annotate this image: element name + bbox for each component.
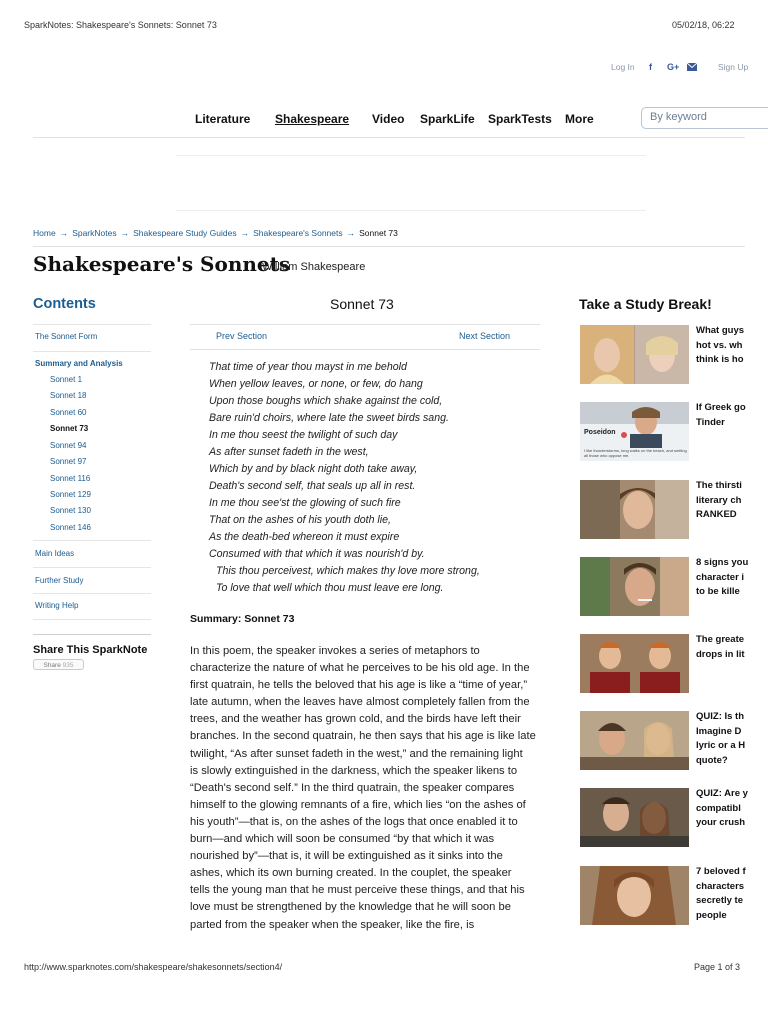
nav-literature[interactable]: Literature [195,112,251,126]
study-break-card-8[interactable]: 7 beloved f characters secretly te people [696,866,746,921]
study-break-image[interactable] [580,788,689,847]
poem-line: Upon those boughs which shake against the cold, [209,395,443,407]
next-section-link[interactable]: Next Section [459,331,511,341]
poem-line: To love that well which thou must leave ere long. [216,582,444,594]
signup-link[interactable]: Sign Up [718,62,749,72]
breadcrumb-sparknotes[interactable]: SparkNotes [72,228,117,238]
share-heading: Share This SparkNote [33,644,148,656]
study-break-card-6[interactable]: QUIZ: Is th Imagine D lyric or a H quote? [696,711,746,766]
study-break-card-1[interactable]: What guys hot vs. wh think is ho [696,325,745,365]
summary-line: twilight, “As after sunset fadeth in the west,” and the remaining light [190,747,523,760]
toc-sonnet-1[interactable]: Sonnet 1 [50,375,83,384]
breadcrumb-study-guides[interactable]: Shakespeare Study Guides [133,228,237,238]
toc-further-study[interactable]: Further Study [35,576,84,585]
breadcrumb-home[interactable]: Home [33,228,56,238]
summary-line: late autumn, when the leaves have almost completely fallen from the [190,696,530,709]
study-break-image[interactable] [580,557,689,616]
study-break-image[interactable] [580,325,689,384]
study-break-image[interactable] [580,480,689,539]
poem-line: In me thou seest the twilight of such day [209,429,398,441]
summary-line: ashes, which its own burning created. In the couplet, the speaker [190,867,512,880]
nav-more[interactable]: More [565,112,594,126]
study-break-image[interactable] [580,402,689,461]
poem-line: Which by and by black night doth take away, [209,463,418,475]
poem-line: As after sunset fadeth in the west, [209,446,369,458]
toc-summary-analysis[interactable]: Summary and Analysis [35,359,123,368]
nav-sparklife[interactable]: SparkLife [420,112,475,126]
summary-line: burn—and which will soon be consumed “by that which it was [190,833,495,846]
breadcrumb: Home → SparkNotes → Shakespeare Study Guides → Shakespeare's Sonnets → Sonnet 73 [33,228,398,238]
section-title: Sonnet 73 [330,296,394,312]
breadcrumb-current: Sonnet 73 [359,228,398,238]
study-break-card-2[interactable]: If Greek go Tinder [696,402,746,428]
nav-video[interactable]: Video [372,112,405,126]
poseidon-bio: I like thunderstorms, long walks on the beach, and smiting all those who oppose me. [584,448,687,458]
study-break-card-4[interactable]: 8 signs you character i to be kille [696,557,749,597]
section-nav-bottom-divider [190,349,540,350]
toc-sonnet-73[interactable]: Sonnet 73 [50,424,89,433]
toc-sonnet-form[interactable]: The Sonnet Form [35,332,98,341]
prev-section-link[interactable]: Prev Section [216,331,268,341]
summary-line: parted from the speaker when the speaker, like the fire, is [190,918,475,931]
summary-line: trees, and the weather has grown cold, and the birds have left their [190,713,521,726]
summary-body [190,643,545,934]
toc-writing-help[interactable]: Writing Help [35,601,79,610]
toc-main-ideas[interactable]: Main Ideas [35,549,75,558]
email-icon[interactable] [687,63,697,73]
poem-line: As the death-bed whereon it must expire [209,531,400,543]
nav-sparktests[interactable]: SparkTests [488,112,552,126]
summary-line: himself to the glowing remnants of a fire, which lies “on the ashes of [190,798,526,811]
poem-line: Consumed with that which it was nourish'd by. [209,548,425,560]
poem-line: That on the ashes of his youth doth lie, [209,514,391,526]
summary-line: In this poem, the speaker invokes a series of metaphors to [190,645,480,657]
poem-line: Death's second self, that seals up all in rest. [209,480,416,492]
page-title: Shakespeare's Sonnets [33,252,291,276]
summary-line: tells the young man that he must perceive these things, and that his [190,884,525,897]
footer-page-number: Page 1 of 3 [694,962,741,972]
summary-line: love must be strengthened by the knowledge that he will soon be [190,901,511,914]
print-header-title: SparkNotes: Shakespeare's Sonnets: Sonnet 73 [24,20,217,30]
toc-sonnet-60[interactable]: Sonnet 60 [50,408,87,417]
toc-sonnet-97[interactable]: Sonnet 97 [50,457,87,466]
summary-line: first quatrain, he tells the beloved that his age is like a “time of year,” [190,679,528,692]
search-input[interactable]: By keyword [641,107,768,129]
ad-bottom-divider [176,210,646,211]
study-break-heading: Take a Study Break! [579,296,712,312]
poseidon-label: Poseidon [584,429,616,436]
summary-line: characterize the nature of what he perceives to be his old age. In the [190,662,530,675]
poem-line: When yellow leaves, or none, or few, do hang [209,378,423,390]
study-break-card-7[interactable]: QUIZ: Are y compatibl your crush [696,788,748,828]
poem-line: That time of year thou mayst in me behold [209,361,407,373]
toc-sonnet-18[interactable]: Sonnet 18 [50,391,87,400]
summary-line: his youth”—that is, on the ashes of the logs that once enabled it to [190,815,518,828]
nav-shakespeare[interactable]: Shakespeare [275,112,350,126]
print-header-datetime: 05/02/18, 06:22 [672,20,735,30]
facebook-icon[interactable]: f [649,62,652,72]
study-break-card-5[interactable]: The greate drops in lit [696,634,745,660]
summary-line: is slowly extinguished in the darkness, which the speaker likens to [190,764,518,777]
share-count: 935 [62,662,74,669]
study-break-image[interactable] [580,711,689,770]
poem-line: This thou perceivest, which makes thy love more strong, [216,565,480,577]
login-link[interactable]: Log In [611,62,635,72]
google-plus-icon[interactable]: G+ [667,62,680,72]
summary-heading: Summary: Sonnet 73 [190,613,295,625]
summary-line: “Death's second self.” In the third quatrain, the speaker compares [190,781,515,794]
ad-top-divider [176,155,646,156]
footer-url: http://www.sparknotes.com/shakespeare/shakesonnets/section4/ [24,962,283,972]
toc-sonnet-116[interactable]: Sonnet 116 [50,474,91,483]
toc-sonnet-146[interactable]: Sonnet 146 [50,523,91,532]
study-break-image[interactable] [580,866,689,925]
nav-divider [33,137,745,138]
study-break-image[interactable] [580,634,689,693]
breadcrumb-divider [33,246,745,247]
toc-sonnet-94[interactable]: Sonnet 94 [50,441,87,450]
poem-line: In me thou see'st the glowing of such fire [209,497,401,509]
share-button[interactable] [33,659,84,670]
breadcrumb-sonnets[interactable]: Shakespeare's Sonnets [253,228,343,238]
contents-heading: Contents [33,296,96,312]
share-label: Share [43,662,61,669]
toc-sonnet-130[interactable]: Sonnet 130 [50,506,91,515]
toc-sonnet-129[interactable]: Sonnet 129 [50,490,91,499]
poem-line: Bare ruin'd choirs, where late the sweet birds sang. [209,412,449,424]
section-nav-top-divider [190,324,540,325]
study-break-card-3[interactable]: The thirsti literary ch RANKED [696,480,742,520]
author-name: William Shakespeare [262,261,366,273]
summary-line: branches. In the second quatrain, he then says that his age is like late [190,730,536,743]
summary-line: nourished by”—that is, it will be extinguished as it sinks into the [190,850,503,863]
